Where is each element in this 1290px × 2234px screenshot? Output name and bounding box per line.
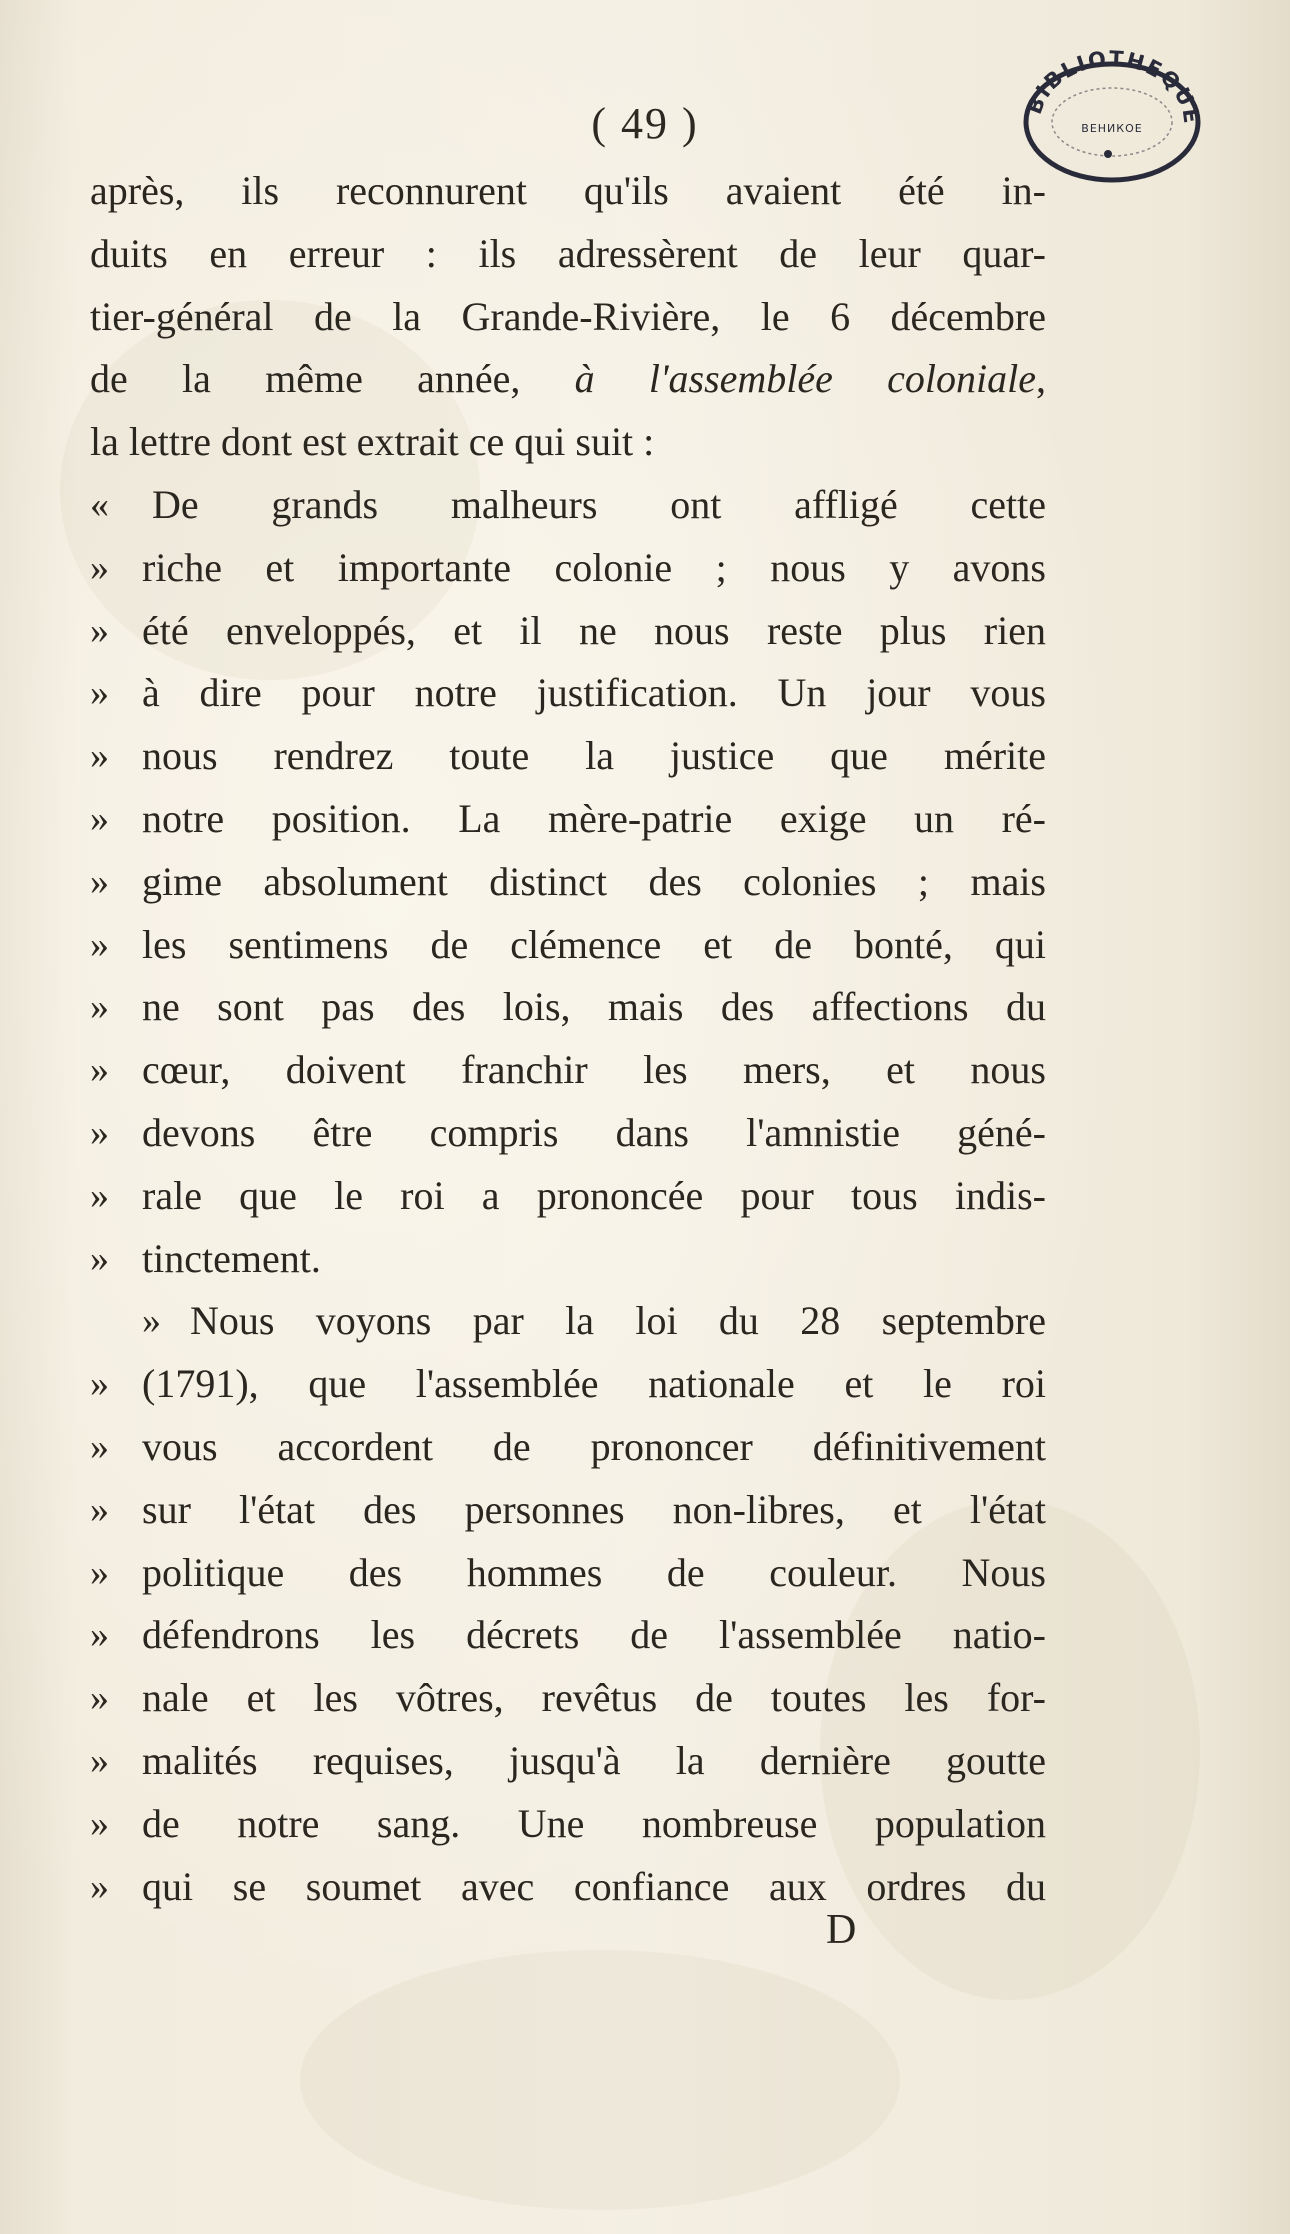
line-text: riche et importante colonie ; nous y avons (142, 544, 1046, 590)
paper-stain (300, 1950, 900, 2210)
line-text: ne sont pas des lois, mais des affections du (142, 984, 1046, 1030)
line-text: rale que le roi a prononcée pour tous indis- (142, 1172, 1046, 1218)
text-line (90, 1290, 1046, 1353)
text-line (90, 851, 1046, 914)
text-line (90, 474, 1046, 537)
line-text: de notre sang. Une nombreuse population (142, 1800, 1046, 1846)
quote-mark: « (90, 483, 109, 526)
quote-mark: » (90, 1677, 109, 1720)
quote-mark: » (90, 1488, 109, 1531)
text-line (90, 1102, 1046, 1165)
line-text: tinctement. (142, 1235, 321, 1281)
quote-mark: » (142, 1300, 161, 1343)
line-text: (1791), que l'assemblée nationale et le roi (142, 1361, 1046, 1407)
text-line (90, 537, 1046, 600)
line-text: de la même année, à l'assemblée coloniale, (90, 356, 1046, 402)
quote-mark: » (90, 986, 109, 1029)
line-text: devons être compris dans l'amnistie géné- (142, 1109, 1046, 1155)
quote-mark: » (90, 1802, 109, 1845)
quote-mark: » (90, 1111, 109, 1154)
line-text: défendrons les décrets de l'assemblée natio- (142, 1612, 1046, 1658)
quote-mark: » (90, 1425, 109, 1468)
text-line (90, 1416, 1046, 1479)
quote-mark: » (90, 1174, 109, 1217)
svg-text:BIBLIOTHEQUE (1022, 47, 1204, 127)
signature-mark: D (826, 1907, 857, 1953)
quote-mark: » (90, 1049, 109, 1092)
quote-mark: » (90, 923, 109, 966)
stamp-text-top: BIBLIOTHEQUE (1022, 46, 1204, 127)
line-text: malités requises, jusqu'à la dernière goutte (142, 1737, 1046, 1783)
text-line (90, 1479, 1046, 1542)
page-number: ( 49 ) (591, 99, 699, 148)
quote-mark: » (90, 797, 109, 840)
line-text: nous rendrez toute la justice que mérite (142, 733, 1046, 779)
line-text: la lettre dont est extrait ce qui suit : (90, 419, 655, 465)
quote-mark: » (90, 1739, 109, 1782)
quote-mark: » (90, 1551, 109, 1594)
line-text: tier-général de la Grande-Rivière, le 6 décembre (90, 293, 1046, 339)
line-text: sur l'état des personnes non-libres, et l'état (142, 1486, 1046, 1532)
text-line (90, 788, 1046, 851)
line-text: gime absolument distinct des colonies ; mais (142, 858, 1046, 904)
text-line (90, 1856, 1046, 1919)
text-line (90, 1353, 1046, 1416)
line-text: vous accordent de prononcer définitivement (142, 1423, 1046, 1469)
text-line (90, 160, 1046, 223)
quote-mark: » (90, 860, 109, 903)
text-line (90, 1604, 1046, 1667)
italic-phrase: à l'assemblée coloniale (574, 356, 1036, 402)
line-text: les sentimens de clémence et de bonté, qui (142, 921, 1046, 967)
text-line (90, 1039, 1046, 1102)
line-text: De grands malheurs ont affligé cette (152, 481, 1046, 527)
line-text: Nous voyons par la loi du 28 septembre (190, 1298, 1046, 1344)
text-line (90, 600, 1046, 663)
quote-mark: » (90, 546, 109, 589)
quote-mark: » (90, 1363, 109, 1406)
text-line (90, 223, 1046, 286)
body-text (90, 160, 1046, 1918)
quote-mark: » (90, 609, 109, 652)
text-line (90, 286, 1046, 349)
text-line (90, 1793, 1046, 1856)
text-line (90, 976, 1046, 1039)
line-text: notre position. La mère-patrie exige un ré- (142, 795, 1046, 841)
line-text: qui se soumet avec confiance aux ordres du (142, 1863, 1046, 1909)
text-line (90, 914, 1046, 977)
text-line (90, 1228, 1046, 1291)
line-text: cœur, doivent franchir les mers, et nous (142, 1047, 1046, 1093)
line-text: duits en erreur : ils adressèrent de leur quar- (90, 230, 1046, 276)
stamp-text-inner: ВЕНИКОЕ (1081, 122, 1143, 135)
text-line (90, 725, 1046, 788)
quote-mark: » (90, 735, 109, 778)
text-line (90, 1542, 1046, 1605)
quote-mark: » (90, 672, 109, 715)
quote-mark: » (90, 1614, 109, 1657)
quote-mark: » (90, 1237, 109, 1280)
quote-mark: » (90, 1865, 109, 1908)
line-text: à dire pour notre justification. Un jour vous (142, 670, 1046, 716)
text-line (90, 1667, 1046, 1730)
line-text: été enveloppés, et il ne nous reste plus rien (142, 607, 1046, 653)
text-line (90, 348, 1046, 411)
text-line (90, 411, 1046, 474)
line-text: après, ils reconnurent qu'ils avaient été in- (90, 168, 1046, 213)
text-line (90, 662, 1046, 725)
text-line (90, 1165, 1046, 1228)
line-text: politique des hommes de couleur. Nous (142, 1549, 1046, 1595)
line-text: nale et les vôtres, revêtus de toutes les for- (142, 1675, 1046, 1721)
text-line (90, 1730, 1046, 1793)
